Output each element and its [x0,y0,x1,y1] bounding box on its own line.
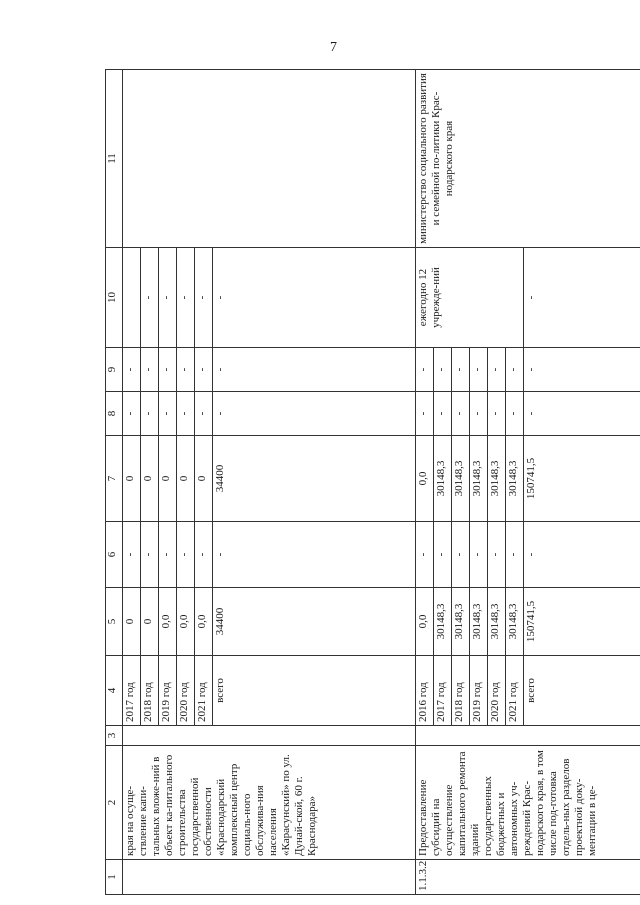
col-header: 1 [106,860,123,895]
value-cell: - [141,392,159,436]
col-header: 9 [106,348,123,392]
result-cell: ежегодно 12 учрежде-ний [416,248,524,348]
empty-cell [416,726,640,746]
value-cell: - [452,392,470,436]
value-cell: - [524,248,640,348]
value-cell: - [213,248,416,348]
year-cell: 2020 год [488,656,506,726]
value-cell: 0,0 [159,588,177,656]
value-cell: - [123,522,141,588]
value-cell: 0 [123,436,141,522]
table-row [123,70,141,895]
value-cell: - [434,348,452,392]
year-cell: 2020 год [177,656,195,726]
value-cell: 0,0 [416,436,434,522]
value-cell: - [159,522,177,588]
value-cell: - [195,348,213,392]
value-cell: 30148,3 [506,436,524,522]
rotated-table-wrapper [105,70,605,895]
value-cell: 0,0 [195,588,213,656]
value-cell: - [488,392,506,436]
value-cell: 30148,3 [506,588,524,656]
value-cell: - [506,348,524,392]
value-cell: - [434,522,452,588]
value-cell: - [524,348,640,392]
value-cell: - [159,348,177,392]
value-cell: 0 [177,436,195,522]
year-cell: 2018 год [452,656,470,726]
value-cell: 30148,3 [470,588,488,656]
year-cell: 2016 год [416,656,434,726]
value-cell: 30148,3 [470,436,488,522]
value-cell: 30148,3 [452,436,470,522]
value-cell: - [452,348,470,392]
value-cell: - [195,248,213,348]
value-cell: - [213,522,416,588]
col-header: 8 [106,392,123,436]
value-cell: 150741,5 [524,436,640,522]
value-cell: - [416,522,434,588]
row-description: края на осуще-ствление капи-тальных вложе-ний в объект ка-питального строительства государственной собственности «Краснодарский комплексный центр социаль-ного обслужива-ния населения «Карасунский» по ул. Дунай-ской, 60 г. Краснодара» [123,746,416,860]
value-cell: - [195,522,213,588]
value-cell: 30148,3 [488,436,506,522]
value-cell: - [506,392,524,436]
col-header: 3 [106,726,123,746]
value-cell: - [524,392,640,436]
value-cell: - [488,522,506,588]
year-cell: 2019 год [159,656,177,726]
row-number-cell: 1.1.3.2 [416,860,640,895]
empty-cell [123,726,416,746]
year-cell: 2021 год [195,656,213,726]
value-cell: - [159,392,177,436]
value-cell: 0,0 [177,588,195,656]
value-cell: - [434,392,452,436]
value-cell: - [177,522,195,588]
value-cell: - [195,392,213,436]
value-cell: - [177,348,195,392]
value-cell: 0 [195,436,213,522]
col-header: 6 [106,522,123,588]
page-number: 7 [330,40,337,55]
responsible-cell [123,70,416,248]
value-cell: - [123,348,141,392]
col-header: 4 [106,656,123,726]
year-cell: всего [524,656,640,726]
year-cell: 2017 год [434,656,452,726]
value-cell: - [470,348,488,392]
value-cell: 34400 [213,436,416,522]
value-cell: - [470,392,488,436]
row-description: Предоставление субсидий на осуществление капитального ремонта зданий государственных бюджетных и автономных уч-реждений Крас-нодарского края, в том числе под-готовка отдель-ных разделов проектной доку-ментации в це- [416,746,640,860]
value-cell: - [524,522,640,588]
year-cell: 2019 год [470,656,488,726]
value-cell: - [177,392,195,436]
value-cell: - [159,248,177,348]
value-cell: - [141,348,159,392]
value-cell: - [123,392,141,436]
value-cell: 150741,5 [524,588,640,656]
table-stage [105,70,605,895]
value-cell: 0,0 [416,588,434,656]
value-cell: - [177,248,195,348]
value-cell: - [213,348,416,392]
col-header: 10 [106,248,123,348]
col-header: 7 [106,436,123,522]
value-cell: - [506,522,524,588]
value-cell: 0 [141,436,159,522]
value-cell: 30148,3 [488,588,506,656]
year-cell: 2017 год [123,656,141,726]
value-cell: 30148,3 [434,588,452,656]
value-cell: - [213,392,416,436]
value-cell: 30148,3 [434,436,452,522]
col-header: 2 [106,746,123,860]
responsible-cell: министерство социального развития и семейной по-литики Крас-нодарского края [416,70,640,248]
header-row [106,70,123,895]
value-cell: 34400 [213,588,416,656]
value-cell: 30148,3 [452,588,470,656]
col-header: 11 [106,70,123,248]
value-cell: 0 [141,588,159,656]
value-cell [123,248,141,348]
value-cell: - [416,348,434,392]
table-row [416,70,434,895]
value-cell: - [470,522,488,588]
program-table [105,69,640,895]
year-cell: 2018 год [141,656,159,726]
value-cell: - [488,348,506,392]
year-cell: всего [213,656,416,726]
value-cell: - [452,522,470,588]
value-cell: 0 [123,588,141,656]
value-cell: - [416,392,434,436]
value-cell: 0 [159,436,177,522]
row-number-cell [123,860,416,895]
year-cell: 2021 год [506,656,524,726]
value-cell: - [141,522,159,588]
value-cell: - [141,248,159,348]
col-header: 5 [106,588,123,656]
